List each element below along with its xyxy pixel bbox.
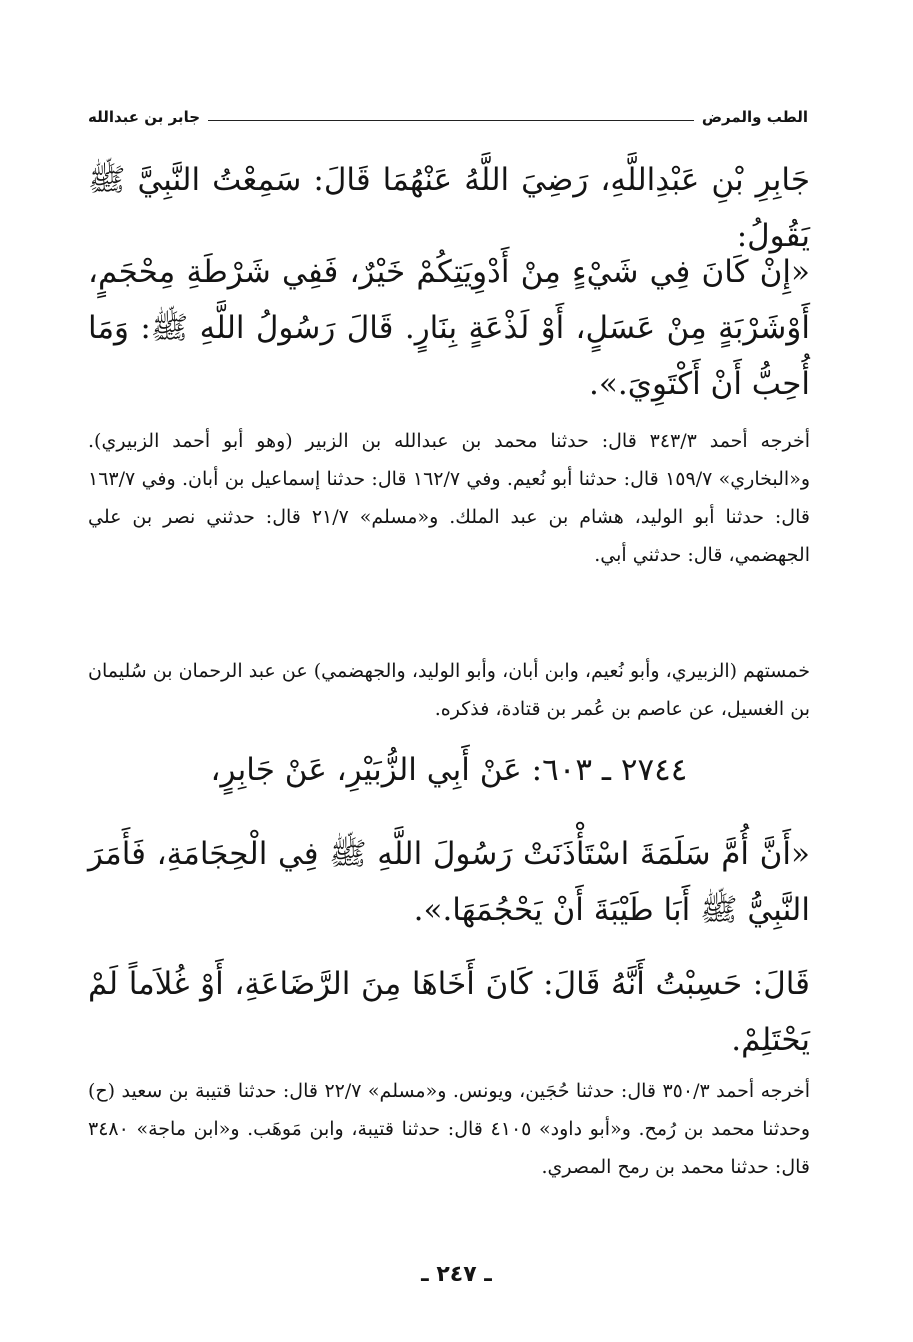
takhrij-paragraph: أخرجه أحمد ٣٤٣/٣ قال: حدثنا محمد بن عبدالله بن الزبير (وهو أبو أحمد الزبيري). و«البخاري» ١٥٩/٧ قال: حدثنا أبو نُعيم. وفي ١٦٢/٧ قال: حدثنا إسماعيل بن أبان. وفي ١٦٣/٧ قال: حدثنا أبو الوليد، هشام بن عبد الملك. و«مسلم» ٢١/٧ قال: حدثني نصر بن علي الجهضمي، قال: حدثني أبي. — [88, 430, 810, 566]
takhrij-paragraph: خمستهم (الزبيري، وأبو نُعيم، وابن أبان، وأبو الوليد، والجهضمي) عن عبد الرحمان بن سُليمان بن الغسيل، عن عاصم بن عُمر بن قتادة، فذكره. — [88, 660, 810, 720]
hadith-text: «إِنْ كَانَ فِي شَيْءٍ مِنْ أَدْوِيَتِكُمْ خَيْرٌ، فَفِي شَرْطَةِ مِحْجَمٍ، أَوْشَرْبَةٍ مِنْ عَسَلٍ، أَوْ لَذْعَةٍ بِنَارٍ. قَالَ رَسُولُ اللَّهِ ﷺ: وَمَا أُحِبُّ أَنْ أَكْتَوِيَ.». — [88, 254, 810, 402]
running-header — [88, 102, 808, 132]
hadith-comment: قَالَ: حَسِبْتُ أَنَّهُ قَالَ: كَانَ أَخَاهَا مِنَ الرَّضَاعَةِ، أَوْ غُلاَماً لَمْ يَحْتَلِمْ. — [88, 966, 810, 1058]
narrator-line: جَابِرِ بْنِ عَبْدِاللَّهِ، رَضِيَ اللَّهُ عَنْهُمَا قَالَ: سَمِعْتُ النَّبِيَّ ﷺ يَقُولُ: — [88, 162, 810, 254]
page-number: ـ ٢٤٧ ـ — [421, 1262, 492, 1287]
hadith-heading: ٢٧٤٤ ـ ٦٠٣: عَنْ أَبِي الزُّبَيْرِ، عَنْ جَابِرٍ، — [210, 752, 688, 788]
header-rule — [208, 120, 694, 121]
takhrij-paragraph: أخرجه أحمد ٣٥٠/٣ قال: حدثنا حُجَين، ويونس. و«مسلم» ٢٢/٧ قال: حدثنا قتيبة بن سعيد (ح) وحدثنا محمد بن رُمح. و«أبو داود» ٤١٠٥ قال: حدثنا قتيبة، وابن مَوهَب. و«ابن ماجة» ٣٤٨٠ قال: حدثنا محمد بن رمح المصري. — [88, 1080, 811, 1178]
hadith-text: «أَنَّ أُمَّ سَلَمَةَ اسْتَأْذَنَتْ رَسُولَ اللَّهِ ﷺ فِي الْحِجَامَةِ، فَأَمَرَ النَّبِيُّ ﷺ أَبَا طَيْبَةَ أَنْ يَحْجُمَهَا.». — [88, 836, 810, 928]
header-chapter-title: جابر بن عبدالله — [88, 108, 201, 126]
header-section-title: الطب والمرض — [701, 108, 808, 126]
